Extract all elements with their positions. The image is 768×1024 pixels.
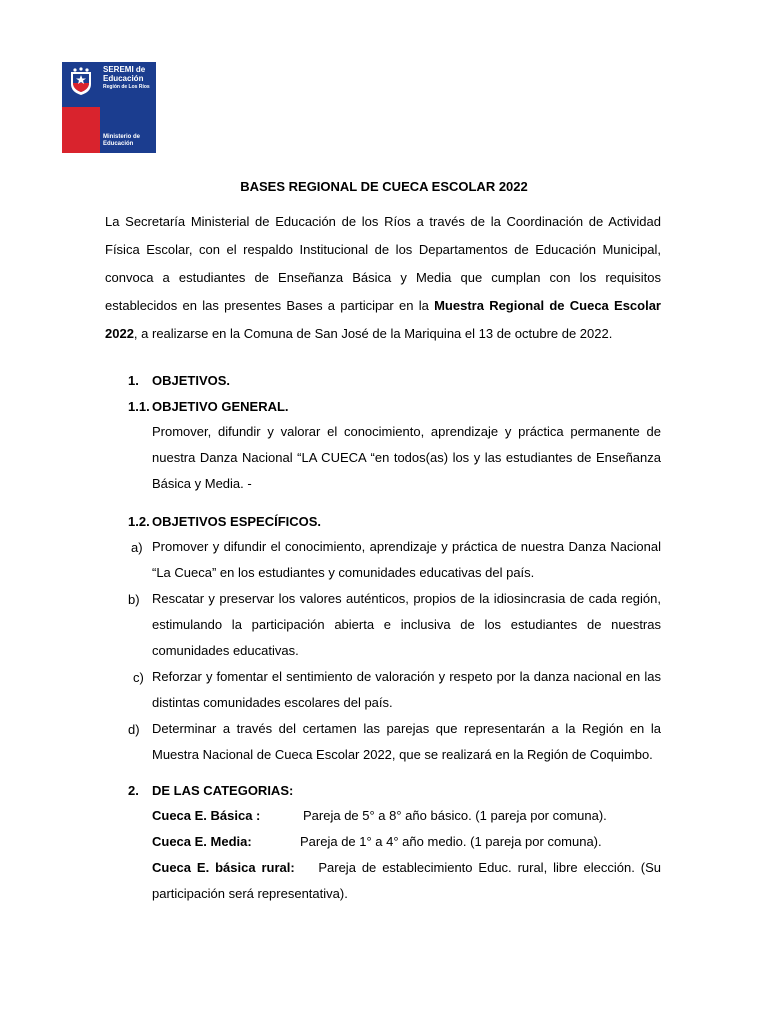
subsection-1-1-number: 1.1. bbox=[128, 399, 150, 414]
section-1-title: OBJETIVOS. bbox=[152, 373, 231, 388]
objective-a-marker: a) bbox=[131, 540, 143, 555]
objective-b-text: Rescatar y preservar los valores auténticos, propios de la idiosincrasia de cada región, estimulando la participación abierta e inclusiva de los estudiantes de nuestras comunidades educativas. bbox=[152, 591, 661, 658]
subsection-1-1-heading bbox=[128, 397, 289, 417]
coat-of-arms-icon bbox=[67, 66, 95, 96]
logo-ministry bbox=[103, 134, 155, 148]
section-1-number: 1. bbox=[128, 373, 139, 388]
logo-line2: Educación bbox=[103, 74, 144, 83]
logo-title bbox=[103, 65, 155, 83]
section-2-title: DE LAS CATEGORIAS: bbox=[152, 783, 294, 798]
category-row-rural bbox=[152, 855, 661, 907]
objective-d-marker: d) bbox=[128, 722, 140, 737]
category-row bbox=[152, 829, 252, 855]
category-row bbox=[152, 803, 260, 829]
category-value: Pareja de 5° a 8° año básico. (1 pareja por comuna). bbox=[303, 808, 607, 823]
logo-line5: Educación bbox=[103, 141, 134, 147]
logo-line1: SEREMI de bbox=[103, 65, 146, 74]
document-title: BASES REGIONAL DE CUECA ESCOLAR 2022 bbox=[240, 179, 528, 194]
category-value: Pareja de 1° a 4° año medio. (1 pareja por comuna). bbox=[300, 834, 602, 849]
logo-red-block bbox=[62, 107, 100, 153]
objective-d-text: Determinar a través del certamen las parejas que representarán a la Región en la Muestra Nacional de Cueca Escolar 2022, que se realizará en la Región de Coquimbo. bbox=[152, 721, 661, 762]
objective-a-text: Promover y difundir el conocimiento, aprendizaje y práctica de nuestra Danza Nacional “La Cueca” en los estudiantes y comunidades educativas del país. bbox=[152, 539, 661, 580]
subsection-1-2-title: OBJETIVOS ESPECÍFICOS. bbox=[152, 514, 322, 529]
section-1-heading bbox=[128, 371, 231, 391]
objective-c-marker: c) bbox=[133, 670, 144, 685]
section-2-number: 2. bbox=[128, 783, 139, 798]
category-label: Cueca E. Básica : bbox=[152, 808, 261, 823]
intro-paragraph bbox=[105, 208, 661, 348]
subsection-1-2-heading bbox=[128, 512, 322, 532]
subsection-1-1-title: OBJETIVO GENERAL. bbox=[152, 399, 289, 414]
intro-bold: Muestra Regional de Cueca Escolar 2022 bbox=[105, 298, 661, 341]
logo-region: Región de Los Ríos bbox=[103, 84, 150, 90]
category-label: Cueca E. básica rural: bbox=[152, 860, 295, 875]
intro-text-1: La Secretaría Ministerial de Educación de los Ríos a través de la Coordinación de Actividad Física Escolar, con el respaldo Institucional de los Departamentos de Educación Municipal, convoca a estudiantes de Enseñanza Básica y Media que cumplan con los requisitos establecidos en las presentes Bases a participar en la bbox=[105, 214, 661, 313]
seremi-logo bbox=[62, 62, 156, 153]
objective-c-text: Reforzar y fomentar el sentimiento de valoración y respeto por la danza nacional en las distintas comunidades escolares del país. bbox=[152, 669, 661, 710]
objective-b-marker: b) bbox=[128, 592, 140, 607]
category-label: Cueca E. Media: bbox=[152, 834, 252, 849]
category-value: Pareja de establecimiento Educ. rural, libre elección. (Su participación será representativa). bbox=[152, 860, 661, 901]
intro-text-2: , a realizarse en la Comuna de San José de la Mariquina el 13 de octubre de 2022. bbox=[133, 326, 613, 341]
section-2-heading bbox=[128, 781, 294, 801]
logo-line4: Ministerio de bbox=[103, 134, 141, 140]
subsection-1-2-number: 1.2. bbox=[128, 514, 150, 529]
general-objective-text: Promover, difundir y valorar el conocimiento, aprendizaje y práctica permanente de nuestra Danza Nacional “LA CUECA “en todos(as) los y las estudiantes de Enseñanza Básica y Media. - bbox=[152, 424, 661, 491]
